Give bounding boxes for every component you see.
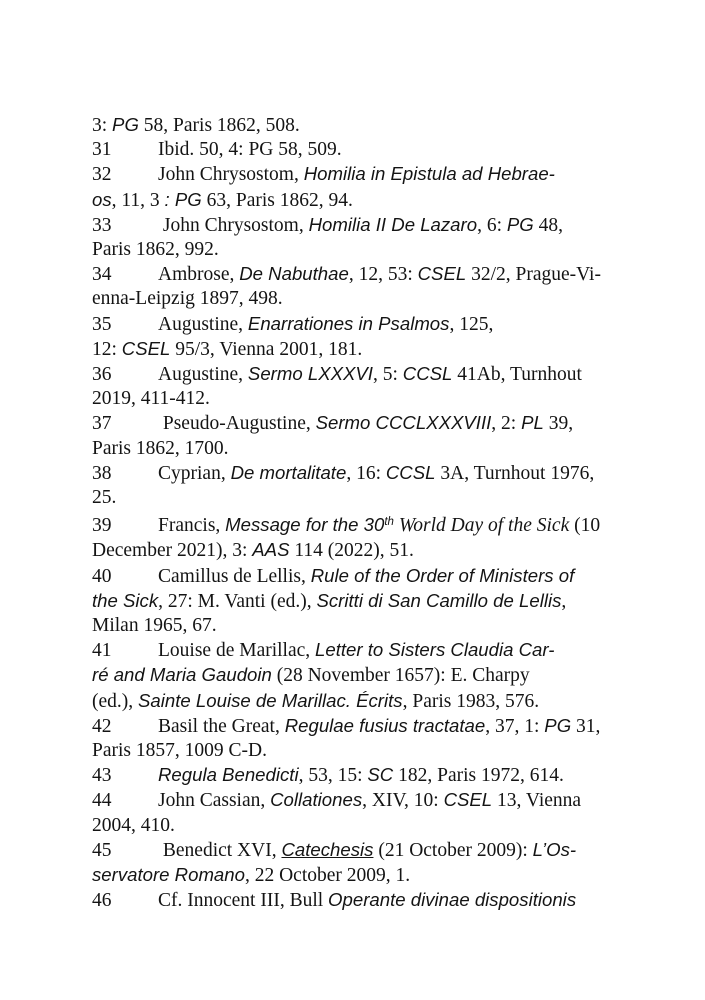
- footnote-wrap-line: [92, 238, 627, 262]
- text-segment: 31,: [571, 715, 601, 737]
- text-segment: 13, Vienna: [492, 790, 582, 812]
- footnote-number: 36: [92, 364, 112, 386]
- text-segment: ré and Maria Gaudoin: [92, 664, 272, 686]
- text-segment: World Day of the Sick: [398, 515, 570, 537]
- footnote-number: 32: [92, 164, 112, 186]
- text-segment: 182, Paris 1972, 614.: [393, 765, 564, 787]
- text-segment: 63, Paris 1862, 94.: [201, 189, 353, 211]
- text-segment: 2004, 410.: [92, 814, 175, 836]
- text-segment: Louise de Marillac,: [158, 640, 316, 662]
- text-segment: the Sick: [92, 589, 159, 611]
- text-segment: Paris 1857, 1009 C-D.: [92, 740, 267, 762]
- text-segment: , XIV, 10:: [362, 790, 444, 812]
- text-segment: AAS: [252, 539, 290, 561]
- footnote-number: 46: [92, 890, 112, 912]
- footnote-wrap-line: [92, 437, 627, 461]
- footnote-wrap-line: [92, 663, 627, 688]
- text-segment: Regulae fusius tractatae: [284, 714, 486, 736]
- footnote-number: 31: [92, 139, 112, 161]
- text-segment: CSEL: [417, 263, 467, 285]
- text-segment: Message for the 30: [225, 514, 385, 536]
- footnote-start-line: [92, 564, 627, 589]
- text-segment: Benedict XVI,: [158, 839, 282, 861]
- text-segment: CCSL: [385, 461, 436, 483]
- footnote-start-line: [92, 838, 627, 863]
- footnote-number: 38: [92, 462, 112, 484]
- text-segment: 25.: [92, 487, 117, 509]
- text-segment: Milan 1965, 67.: [92, 615, 217, 637]
- text-segment: PG: [112, 114, 139, 135]
- footnote-wrap-line: [92, 287, 627, 311]
- text-segment: Cf. Innocent III, Bull: [158, 890, 329, 912]
- footnote-wrap-line: [92, 589, 627, 614]
- footnote-start-line: [92, 138, 627, 162]
- footnote-start-line: [92, 362, 627, 387]
- footnote-number: 44: [92, 790, 112, 812]
- text-segment: (28 November 1657): E. Charpy: [271, 665, 530, 687]
- text-segment: Scritti di San Camillo de Lellis: [316, 589, 562, 611]
- text-segment: CSEL: [443, 789, 493, 811]
- text-segment: , 2:: [491, 413, 522, 435]
- footnote-start-line: [92, 411, 627, 436]
- footnote-wrap-line: [92, 739, 627, 763]
- catechesis-link[interactable]: Catechesis: [281, 838, 374, 860]
- footnote-number: 40: [92, 565, 112, 587]
- text-segment: , 16:: [346, 462, 386, 484]
- text-segment: 114 (2022), 51.: [289, 540, 414, 562]
- text-segment: 2019, 411-412.: [92, 388, 210, 410]
- footnote-number: 43: [92, 765, 112, 787]
- footnote-start-line: [92, 638, 627, 663]
- footnote-start-line: [92, 262, 627, 287]
- text-segment: 32/2, Prague-Vi-: [466, 264, 601, 286]
- footnotes-block: [92, 113, 627, 914]
- footnote-start-line: [92, 888, 627, 913]
- text-segment: os: [92, 188, 112, 210]
- text-segment: PG: [544, 714, 572, 736]
- text-segment: servatore Romano: [92, 864, 245, 886]
- text-segment: Sermo CCCLXXXVIII: [315, 412, 492, 434]
- text-segment: (21 October 2009):: [373, 839, 533, 861]
- text-segment: Ambrose,: [158, 264, 240, 286]
- footnote-number: 39: [92, 515, 112, 537]
- footnote-number: 42: [92, 715, 112, 737]
- text-segment: John Chrysostom,: [158, 214, 309, 236]
- text-segment: : PG: [164, 188, 202, 210]
- text-segment: PG: [506, 213, 534, 235]
- text-segment: Operante divinae dispositionis: [328, 889, 577, 911]
- text-segment: 48,: [533, 214, 563, 236]
- text-segment: 3:: [92, 115, 113, 136]
- text-segment: Francis,: [158, 515, 226, 537]
- footnote-wrap-line: [92, 188, 627, 213]
- footnote-number: 35: [92, 313, 112, 335]
- footnote-number: 34: [92, 264, 112, 286]
- footnote-start-line: [92, 510, 627, 538]
- text-segment: Pseudo-Augustine,: [158, 413, 316, 435]
- text-segment: , 6:: [477, 214, 507, 236]
- footnote-wrap-line: [92, 614, 627, 638]
- footnote-wrap-line: [92, 538, 627, 563]
- text-segment: De mortalitate: [230, 461, 347, 483]
- text-segment: 39,: [543, 413, 574, 435]
- text-segment: , Paris 1983, 576.: [402, 690, 540, 712]
- text-segment: Letter to Sisters Claudia Car-: [315, 639, 555, 661]
- text-segment: 95/3, Vienna 2001, 181.: [170, 338, 363, 360]
- footnote-number: 45: [92, 839, 112, 861]
- footnote-number: 33: [92, 214, 112, 236]
- footnote-start-line: [92, 162, 627, 187]
- footnote-start-line: [92, 714, 627, 739]
- text-segment: De Nabuthae: [239, 263, 349, 285]
- text-segment: Collationes: [270, 789, 363, 811]
- footnote-start-line: [92, 312, 627, 337]
- text-segment: Sainte Louise de Marillac. Écrits: [138, 689, 403, 711]
- text-segment: Regula Benedicti: [158, 764, 299, 786]
- text-segment: , 27: M. Vanti (ed.),: [158, 590, 317, 612]
- text-segment: , 11, 3: [111, 189, 165, 211]
- footnote-wrap-line: [92, 337, 627, 362]
- text-segment: L’Os-: [532, 838, 577, 860]
- footnote-wrap-line: [92, 113, 627, 138]
- text-segment: th: [384, 516, 394, 529]
- text-segment: , 125,: [449, 313, 494, 335]
- text-segment: Basil the Great,: [158, 715, 285, 737]
- text-segment: Camillus de Lellis,: [158, 565, 311, 587]
- text-segment: 3A, Turnhout 1976,: [435, 462, 595, 484]
- text-segment: John Cassian,: [158, 790, 271, 812]
- footnote-number: 41: [92, 640, 112, 662]
- footnote-wrap-line: [92, 689, 627, 714]
- text-segment: Ibid. 50, 4: PG 58, 509.: [158, 139, 342, 161]
- text-segment: John Chrysostom,: [158, 164, 304, 186]
- text-segment: , 53, 15:: [298, 765, 368, 787]
- text-segment: (ed.),: [92, 690, 139, 712]
- text-segment: PL: [521, 412, 544, 434]
- footnote-start-line: [92, 763, 627, 788]
- footnote-start-line: [92, 461, 627, 486]
- text-segment: CSEL: [121, 337, 171, 359]
- footnote-wrap-line: [92, 387, 627, 411]
- text-segment: Homilia II De Lazaro: [308, 213, 478, 235]
- text-segment: Cyprian,: [158, 462, 231, 484]
- text-segment: enna-Leipzig 1897, 498.: [92, 288, 283, 310]
- text-segment: Augustine,: [158, 364, 248, 386]
- text-segment: 58, Paris 1862, 508.: [138, 115, 300, 136]
- text-segment: 12:: [92, 338, 122, 360]
- text-segment: , 37, 1:: [485, 715, 545, 737]
- text-segment: , 5:: [372, 364, 403, 386]
- text-segment: , 22 October 2009, 1.: [244, 865, 411, 887]
- footnote-start-line: [92, 788, 627, 813]
- text-segment: CCSL: [402, 363, 453, 385]
- footnote-wrap-line: [92, 486, 627, 510]
- text-segment: Homilia in Epistula ad Hebrae-: [303, 163, 555, 185]
- text-segment: SC: [367, 764, 394, 786]
- footnote-number: 37: [92, 413, 112, 435]
- text-segment: Rule of the Order of Ministers of: [310, 564, 575, 586]
- text-segment: ,: [561, 590, 567, 612]
- text-segment: Enarrationes in Psalmos: [247, 312, 450, 334]
- footnote-wrap-line: [92, 814, 627, 838]
- text-segment: 41Ab, Turnhout: [452, 364, 582, 386]
- text-segment: Sermo LXXXVI: [247, 363, 373, 385]
- text-segment: December 2021), 3:: [92, 540, 253, 562]
- text-segment: Paris 1862, 1700.: [92, 437, 229, 459]
- footnote-wrap-line: [92, 863, 627, 888]
- text-segment: , 12, 53:: [348, 264, 418, 286]
- footnote-start-line: [92, 213, 627, 238]
- text-segment: Paris 1862, 992.: [92, 239, 219, 261]
- text-segment: (10: [569, 515, 601, 537]
- text-segment: Augustine,: [158, 313, 248, 335]
